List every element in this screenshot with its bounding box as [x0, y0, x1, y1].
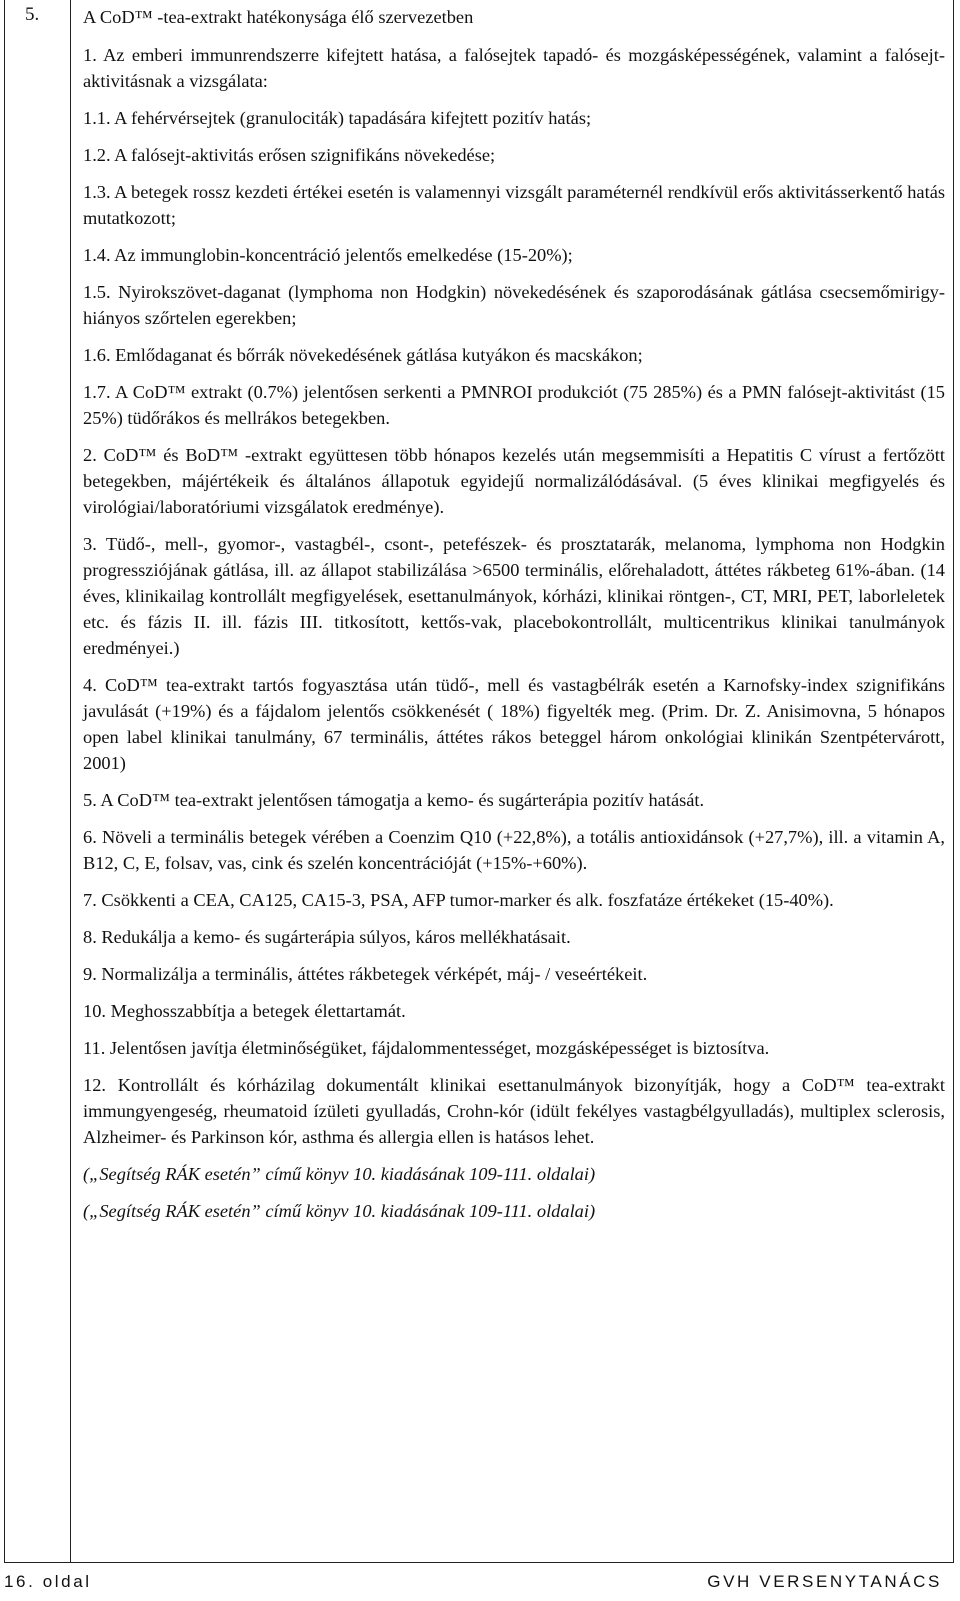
paragraph: 4. CoD™ tea-extrakt tartós fogyasztása után tüdő-, mell és vastagbélrák esetén a Karnofsky-index szignifikáns javulását (+19%) és a fájdalom jelentős csökkenését ( 18%) figyelték meg. (Prim. Dr. Z. Anisimovna, 5 hónapos open label klinikai tanulmány, 67 terminális, áttétes rákos beteggel három onkológiai klinikán Szentpétervárott, 2001): [83, 675, 945, 773]
paragraph: 1.6. Emlődaganat és bőrrák növekedésének gátlása kutyákon és macskákon;: [83, 345, 643, 365]
column-divider: [70, 0, 71, 1562]
page-footer: [0, 1572, 960, 1596]
paragraph: 1.2. A falósejt-aktivitás erősen szignifikáns növekedése;: [83, 145, 496, 165]
paragraph: 1.5. Nyirokszövet-daganat (lymphoma non Hodgkin) növekedésének és szaporodásának gátlása csecsemőmirigy-hiányos szőrtelen egerekben;: [83, 282, 945, 328]
paragraph: 1.3. A betegek rossz kezdeti értékei esetén is valamennyi vizsgált paraméternél rendkívül erős aktivitásserkentő hatás mutatkozott;: [83, 182, 946, 228]
paragraph: 2. CoD™ és BoD™ -extrakt együttesen több hónapos kezelés után megsemmisíti a Hepatitis C vírust a fertőzött betegekben, májértékeik és általános állapotuk egyidejű normalizálódásával. (5 éves klinikai megfigyelés és virológiai/laboratóriumi vizsgálatok eredménye).: [83, 445, 945, 517]
paragraph: 1. Az emberi immunrendszerre kifejtett hatása, a falósejtek tapadó- és mozgásképességének, valamint a falósejt-aktivitásnak a vizsgálata:: [83, 45, 945, 91]
paragraph: 9. Normalizálja a terminális, áttétes rákbetegek vérképét, máj- / veseértékeit.: [83, 964, 648, 984]
section-content: [83, 4, 945, 1235]
paragraph: 1.7. A CoD™ extrakt (0.7%) jelentősen serkenti a PMNROI produkciót (75 285%) és a PMN falósejt-aktivitást (15 25%) tüdőrákos és mellrákos betegekben.: [83, 382, 945, 428]
content-table: [4, 0, 954, 1563]
reference-citation: („Segítség RÁK esetén” című könyv 10. kiadásának 109-111. oldalai): [83, 1201, 596, 1221]
page-number: 16. oldal: [4, 1572, 92, 1591]
paragraph: 5. A CoD™ tea-extrakt jelentősen támogatja a kemo- és sugárterápia pozitív hatását.: [83, 790, 705, 810]
paragraph: 1.4. Az immunglobin-koncentráció jelentős emelkedése (15-20%);: [83, 245, 573, 265]
paragraph: 8. Redukálja a kemo- és sugárterápia súlyos, káros mellékhatásait.: [83, 927, 571, 947]
paragraph: 11. Jelentősen javítja életminőségüket, fájdalommentességet, mozgásképességet is biztosítva.: [83, 1038, 770, 1058]
paragraph: 10. Meghosszabbítja a betegek élettartamát.: [83, 1001, 406, 1021]
paragraph: 12. Kontrollált és kórházilag dokumentált klinikai esettanulmányok bizonyítják, hogy a CoD™ tea-extrakt immungyengeség, rheumatoid ízületi gyulladás, Crohn-kór (idült fekélyes vastagbélgyulladás), multiplex sclerosis, Alzheimer- és Parkinson kór, asthma és allergia ellen is hatásos lehet.: [83, 1075, 945, 1147]
publisher-name: GVH VERSENYTANÁCS: [707, 1572, 942, 1591]
paragraph: 7. Csökkenti a CEA, CA125, CA15-3, PSA, AFP tumor-marker és alk. foszfatáze értékeket (15-40%).: [83, 890, 834, 910]
paragraph: 3. Tüdő-, mell-, gyomor-, vastagbél-, csont-, petefészek- és prosztatarák, melanoma, lymphoma non Hodgkin progressziójának gátlása, ill. az állapot stabilizálása >6500 terminális, előrehaladott, áttétes rákbeteg 61%-ában. (14 éves, klinikailag kontrollált megfigyelések, esettanulmányok, kórházi, klinikai röntgen-, CT, MRI, PET, laborleletek etc. és fázis II. ill. fázis III. titkosított, kettős-vak, placebokontrollált, multicentrikus klinikai tanulmányok eredményei.): [83, 534, 945, 658]
paragraph: 1.1. A fehérvérsejtek (granulociták) tapadására kifejtett pozitív hatás;: [83, 108, 592, 128]
reference-citation: („Segítség RÁK esetén” című könyv 10. kiadásának 109-111. oldalai): [83, 1164, 596, 1184]
section-title: A CoD™ -tea-extrakt hatékonysága élő szervezetben: [83, 7, 474, 27]
paragraph: 6. Növeli a terminális betegek vérében a Coenzim Q10 (+22,8%), a totális antioxidánsok (+27,7%), ill. a vitamin A, B12, C, E, folsav, vas, cink és szelén koncentrációját (+15%-+60%).: [83, 827, 945, 873]
section-number: 5.: [25, 4, 40, 25]
